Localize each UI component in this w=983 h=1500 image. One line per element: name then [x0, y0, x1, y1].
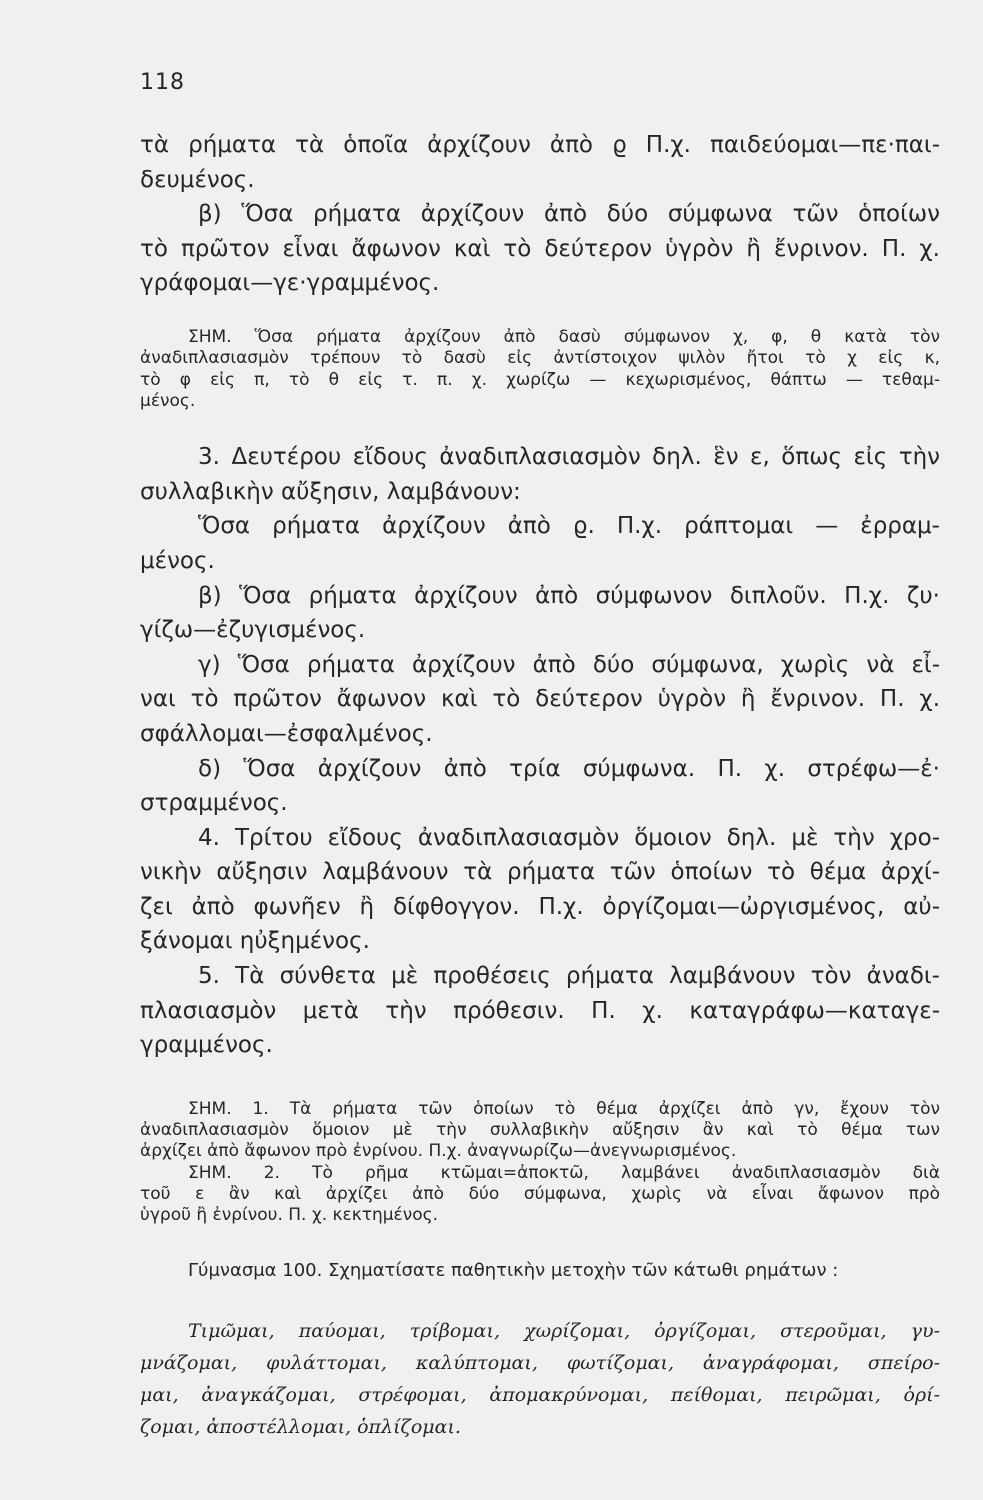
text-line: δευμένος.: [140, 166, 255, 193]
note-line: ἀναδιπλασιασμὸν τρέπουν τὸ δασὺ εἰς ἀντίστοιχον ψιλὸν ἤτοι τὸ χ εἰς κ,: [140, 348, 940, 369]
text-line: β) Ὅσα ρήματα ἀρχίζουν ἀπὸ σύμφωνον διπλοῦν. Π.χ. ζυ·: [198, 582, 940, 609]
exercise-title: Γύμνασμα 100. Σχηματίσατε παθητικὴν μετοχὴν τῶν κάτωθι ρημάτων :: [188, 1259, 839, 1281]
note-line: ἀρχίζει ἀπὸ ἄφωνον πρὸ ἐνρίνου. Π.χ. ἀναγνωρίζω—ἀνεγνωρισμένος.: [140, 1141, 737, 1162]
text-line: στραμμένος.: [140, 790, 288, 817]
page-number: 118: [140, 70, 185, 95]
exercise-words-line: ζομαι, ἀποστέλλομαι, ὁπλίζομαι.: [140, 1415, 461, 1438]
text-line: γ) Ὅσα ρήματα ἀρχίζουν ἀπὸ δύο σύμφωνα, χωρὶς νὰ εἶ-: [198, 651, 940, 678]
note-line: ὑγροῦ ἢ ἐνρίνου. Π. χ. κεκτημένος.: [140, 1205, 439, 1226]
exercise-words-line: μαι, ἀναγκάζομαι, στρέφομαι, ἀπομακρύνομαι, πείθομαι, πειρῶμαι, ὁρί-: [140, 1383, 940, 1406]
text-line: πλασιασμὸν μετὰ τὴν πρόθεσιν. Π. χ. καταγράφω—καταγε-: [140, 997, 940, 1024]
text-line: μένος.: [140, 547, 215, 574]
text-line: 4. Τρίτου εἴδους ἀναδιπλασιασμὸν ὅμοιον δηλ. μὲ τὴν χρο-: [198, 824, 940, 851]
text-line: τὸ πρῶτον εἶναι ἄφωνον καὶ τὸ δεύτερον ὑγρὸν ἢ ἔνρινον. Π. χ.: [140, 235, 940, 262]
note-line: μένος.: [140, 390, 196, 411]
text-line: γραμμένος.: [140, 1032, 273, 1059]
note-line: ΣΗΜ. 2. Τὸ ρῆμα κτῶμαι=ἀποκτῶ, λαμβάνει ἀναδιπλασιασμὸν διὰ: [188, 1162, 940, 1183]
text-line: 5. Τὰ σύνθετα μὲ προθέσεις ρήματα λαμβάνουν τὸν ἀναδι-: [198, 963, 940, 990]
text-line: γράφομαι—γε·γραμμένος.: [140, 270, 440, 297]
text-line: τὰ ρήματα τὰ ὁποῖα ἀρχίζουν ἀπὸ ϱ Π.χ. παιδεύομαι—πε·παι-: [140, 132, 940, 158]
text-line: ναι τὸ πρῶτον ἄφωνον καὶ τὸ δεύτερον ὑγρὸν ἢ ἔνρινον. Π. χ.: [140, 686, 940, 713]
note-line: τὸ φ εἰς π, τὸ θ εἰς τ. π. χ. χωρίζω — κεχωρισμένος, θάπτω — τεθαμ-: [140, 369, 940, 390]
text-line: ζει ἀπὸ φωνῆεν ἢ δίφθογγον. Π.χ. ὀργίζομαι—ὠργισμένος, αὐ-: [140, 893, 940, 920]
text-line: νικὴν αὔξησιν λαμβάνουν τὰ ρήματα τῶν ὁποίων τὸ θέμα ἀρχί-: [140, 859, 940, 886]
exercise-words-line: Τιμῶμαι, παύομαι, τρίβομαι, χωρίζομαι, ὀργίζομαι, στεροῦμαι, γυ-: [188, 1319, 940, 1342]
note-line: ΣΗΜ. Ὅσα ρήματα ἀρχίζουν ἀπὸ δασὺ σύμφωνον χ, φ, θ κατὰ τὸν: [188, 326, 940, 347]
text-line: ξάνομαι ηὐξημένος.: [140, 928, 370, 955]
note-line: τοῦ ε ἂν καὶ ἀρχίζει ἀπὸ δύο σύμφωνα, χωρὶς νὰ εἶναι ἄφωνον πρὸ: [140, 1184, 940, 1205]
text-line: γίζω—ἐζυγισμένος.: [140, 617, 366, 644]
note-line: ΣΗΜ. 1. Τὰ ρήματα τῶν ὁποίων τὸ θέμα ἀρχίζει ἀπὸ γν, ἔχουν τὸν: [188, 1098, 940, 1119]
text-line: σφάλλομαι—ἐσφαλμένος.: [140, 720, 433, 747]
page-body: [140, 128, 940, 1443]
text-line: δ) Ὅσα ἀρχίζουν ἀπὸ τρία σύμφωνα. Π. χ. στρέφω—ἐ·: [198, 755, 940, 782]
exercise-words-line: μνάζομαι, φυλάττομαι, καλύπτομαι, φωτίζομαι, ἀναγράφομαι, σπείρο-: [140, 1351, 940, 1374]
note-line: ἀναδιπλασιασμὸν ὅμοιον μὲ τὴν συλλαβικὴν αὔξησιν ἂν καὶ τὸ θέμα των: [140, 1120, 940, 1141]
text-line: συλλαβικὴν αὔξησιν, λαμβάνουν:: [140, 478, 521, 505]
text-line: Ὅσα ρήματα ἀρχίζουν ἀπὸ ϱ. Π.χ. ράπτομαι — ἐρραμ-: [198, 513, 940, 540]
text-line: β) Ὅσα ρήματα ἀρχίζουν ἀπὸ δύο σύμφωνα τῶν ὁποίων: [198, 201, 940, 228]
text-line: 3. Δευτέρου εἴδους ἀναδιπλασιασμὸν δηλ. ἓν ε, ὅπως εἰς τὴν: [198, 444, 940, 471]
